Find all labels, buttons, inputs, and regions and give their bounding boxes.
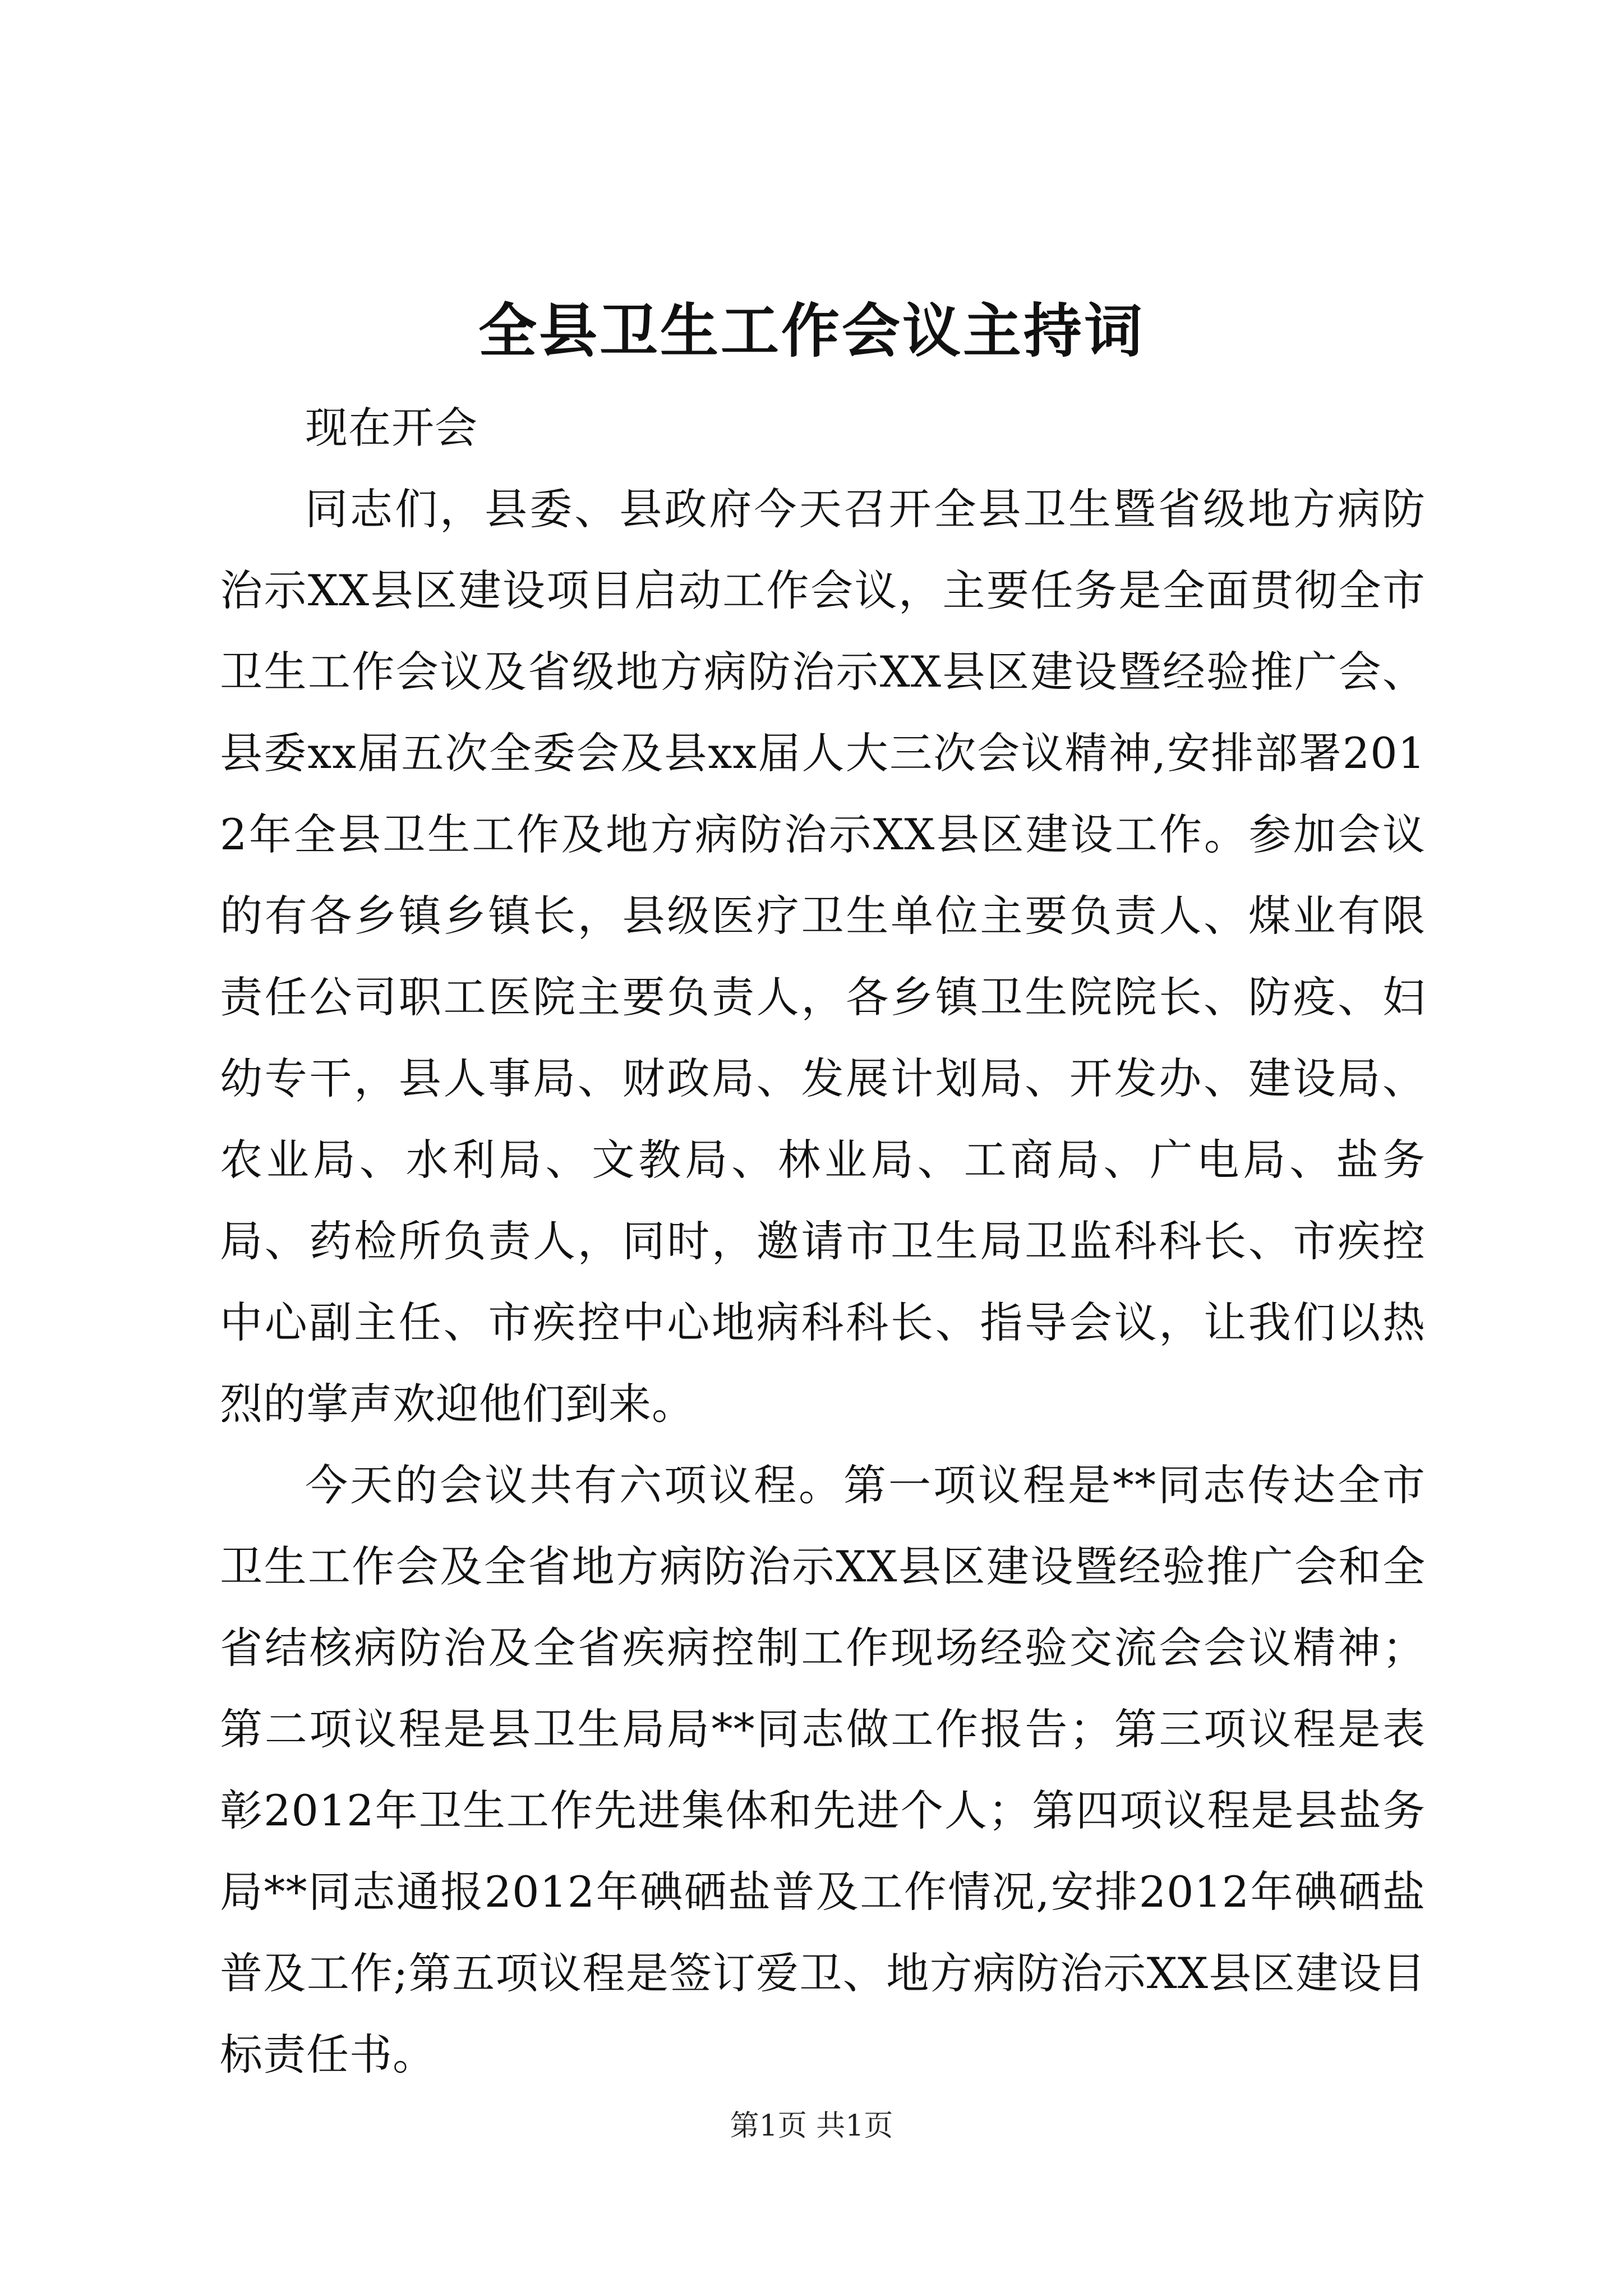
page-number-footer: 第1页 共1页 bbox=[730, 2109, 893, 2143]
paragraph-introduction: 同志们，县委、县政府今天召开全县卫生暨省级地方病防治示XX县区建设项目启动工作会议，主要任务是全面贯彻全市卫生工作会议及省级地方病防治示XX县区建设暨经验推广会、县委xx届五次全委会及县xx届人大三次会议精神,安排部署2012年全县卫生工作及地方病防治示XX县区建设工作。参加会议的有各乡镇乡镇长，县级医疗卫生单位主要负责人、煤业有限责任公司职工医院主要负责人，各乡镇卫生院院长、防疫、妇幼专干，县人事局、财政局、发展计划局、开发办、建设局、农业局、水利局、文教局、林业局、工商局、广电局、盐务局、药检所负责人，同时，邀请市卫生局卫监科科长、市疾控中心副主任、市疾控中心地病科科长、指导会议，让我们以热烈的掌声欢迎他们到来。 bbox=[220, 484, 1426, 1429]
document-title: 全县卫生工作会议主持词 bbox=[478, 296, 1145, 365]
paragraph-agenda: 今天的会议共有六项议程。第一项议程是**同志传达全市卫生工作会及全省地方病防治示XX县区建设暨经验推广会和全省结核病防治及全省疾病控制工作现场经验交流会会议精神；第二项议程是县卫生局局**同志做工作报告；第三项议程是表彰2012年卫生工作先进集体和先进个人；第四项议程是县盐务局**同志通报2012年碘硒盐普及工作情况,安排2012年碘硒盐普及工作;第五项议程是签订爱卫、地方病防治示XX县区建设目标责任书。 bbox=[220, 1460, 1426, 2079]
document-body bbox=[220, 387, 1426, 2095]
paragraph-opening: 现在开会 bbox=[305, 403, 478, 453]
